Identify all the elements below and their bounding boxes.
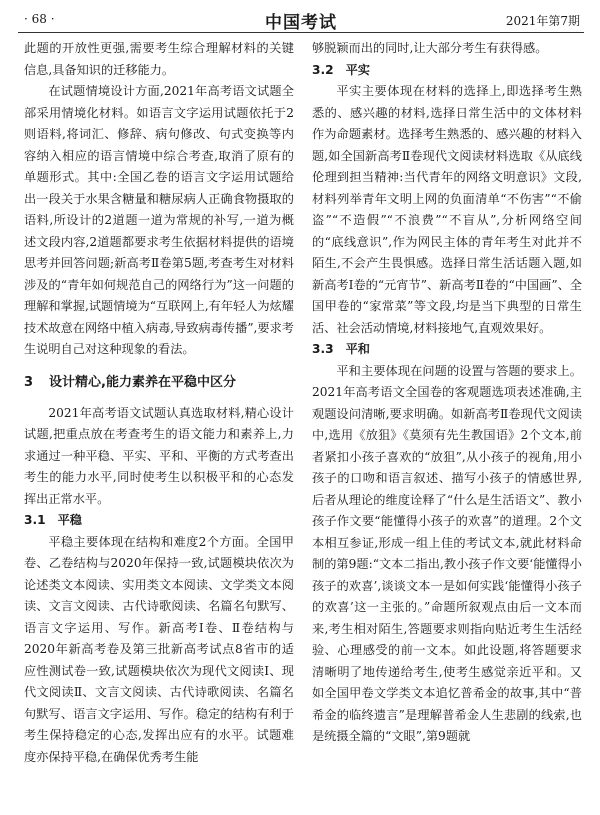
subsection-heading <box>312 60 582 82</box>
subsection-title: 平和 <box>345 342 370 356</box>
left-column <box>24 38 294 768</box>
paragraph: 平实主要体现在材料的选择上,即选择考生熟悉的、感兴趣的材料,选择日常生活中的文体材料作为命题素材。选择考生熟悉的、感兴趣的材料入题,如全国新高考Ⅱ卷现代文阅读材料选取《从底线伦理到担当精神:当代青年的网络文明意识》文段,材料列举青年文明上网的负面清单“不伤害”“不偷盗”“不造假”“不浪费”“不盲从”,分析网络空间的“底线意识”,作为网民主体的青年考生对此并不陌生,不会产生畏惧感。选择日常生活话题入题,如新高考Ⅰ卷的“元宵节”、新高考Ⅱ卷的“中国画”、全国甲卷的“家常菜”等文段,均是当下典型的日常生活、社会活动情境,材料接地气,直观效果好。 <box>312 84 582 335</box>
subsection-number: 3.1 <box>24 513 46 527</box>
paragraph: 平稳主要体现在结构和难度2个方面。全国甲卷、乙卷结构与2020年保持一致,试题模块依次为论述类文本阅读、实用类文本阅读、文学类文本阅读、文言文阅读、古代诗歌阅读、名篇名句默写、语言文字运用、写作。新高考Ⅰ卷、Ⅱ卷结构与2020年新高考卷及第三批新高考试点8省市的适应性测试卷一致,试题模块依次为现代文阅读Ⅰ、现代文阅读Ⅱ、文言文阅读、古代诗歌阅读、名篇名句默写、语言文字运用、写作。稳定的结构有利于考生保持稳定的心态,发挥出应有的水平。试题难度亦保持平稳,在确保优秀考生能 <box>24 534 294 764</box>
page-number: · 68 · <box>24 12 55 26</box>
paragraph: 在试题情境设计方面,2021年高考语文试题全部采用情境化材料。如语言文字运用试题依托于2则语料,将词汇、修辞、病句修改、句式变换等内容纳入相应的语言情境中综合考查,取消了原有的单题形式。其中:全国乙卷的语言文字运用试题给出一段关于水果含糖量和糖尿病人正确食物摄取的语料,所设计的2道题一道为常规的补写,一道为概述文段内容,2道题都要求考生依据材料提供的语境思考并回答问题;新高考Ⅱ卷第5题,考查考生对材料涉及的“青年如何规范自己的网络行为”这一问题的理解和掌握,试题情境为“互联网上,有年轻人为炫耀技术故意在网络中植入病毒,导致病毒传播”,要求考生说明自己对这种现象的看法。 <box>24 84 294 356</box>
subsection-title: 平稳 <box>57 513 82 527</box>
subsection-title: 平实 <box>345 62 370 77</box>
journal-title: 中国考试 <box>265 13 337 33</box>
page-header <box>18 6 584 33</box>
subsection-heading <box>312 339 582 361</box>
right-column <box>312 38 582 748</box>
paragraph: 平和主要体现在问题的设置与答题的要求上。2021年高考语文全国卷的客观题选项表述准确,主观题设问清晰,要求明确。如新高考Ⅱ卷现代文阅读中,选用《放狙》《莫须有先生教国语》2个文本,前者紧扣小孩子喜欢的“放狙”,从小孩子的视角,用小孩子的口吻和语言叙述、描写小孩子的情感世界,后者从理论的维度诠释了“什么是生活语文”、教小孩子作文要“能懂得小孩子的欢喜”的道理。2个文本相互参证,形成一组上佳的考试文本,就此材料命制的第9题:“文本二指出,教小孩子作文要‘能懂得小孩子的欢喜’,谈谈文本一是如何实践‘能懂得小孩子的欢喜’这一主张的。”命题所叙观点由后一文本而来,考生相对陌生,答题要求则指向贴近考生生活经验、心理感受的前一文本。如此设题,将答题要求清晰明了地传递给考生,使考生感觉亲近平和。又如全国甲卷文学类文本追忆普希金的故事,其中“普希金的临终遗言”是理解普希金人生悲剧的线索,也是统摄全篇的“文眼”,第9题就 <box>312 363 582 743</box>
paragraph: 此题的开放性更强,需要考生综合理解材料的关键信息,具备知识的迁移能力。 <box>24 41 294 77</box>
paragraph: 2021年高考语文试题认真选取材料,精心设计试题,把重点放在考查考生的语文能力和素养上,力求通过一种平稳、平实、平和、平衡的方式考查出考生的能力水平,同时使考生以积极平和的心态发挥出正常水平。 <box>24 405 294 506</box>
section-title: 设计精心,能力素养在平稳中区分 <box>49 374 236 390</box>
section-heading <box>24 373 294 393</box>
subsection-number: 3.3 <box>312 342 334 356</box>
subsection-heading <box>24 510 294 532</box>
issue-label: 2021年第7期 <box>505 14 580 28</box>
paragraph: 够脱颖而出的同时,让大部分考生有获得感。 <box>312 41 548 55</box>
subsection-number: 3.2 <box>312 62 334 77</box>
section-number: 3 <box>24 374 34 390</box>
